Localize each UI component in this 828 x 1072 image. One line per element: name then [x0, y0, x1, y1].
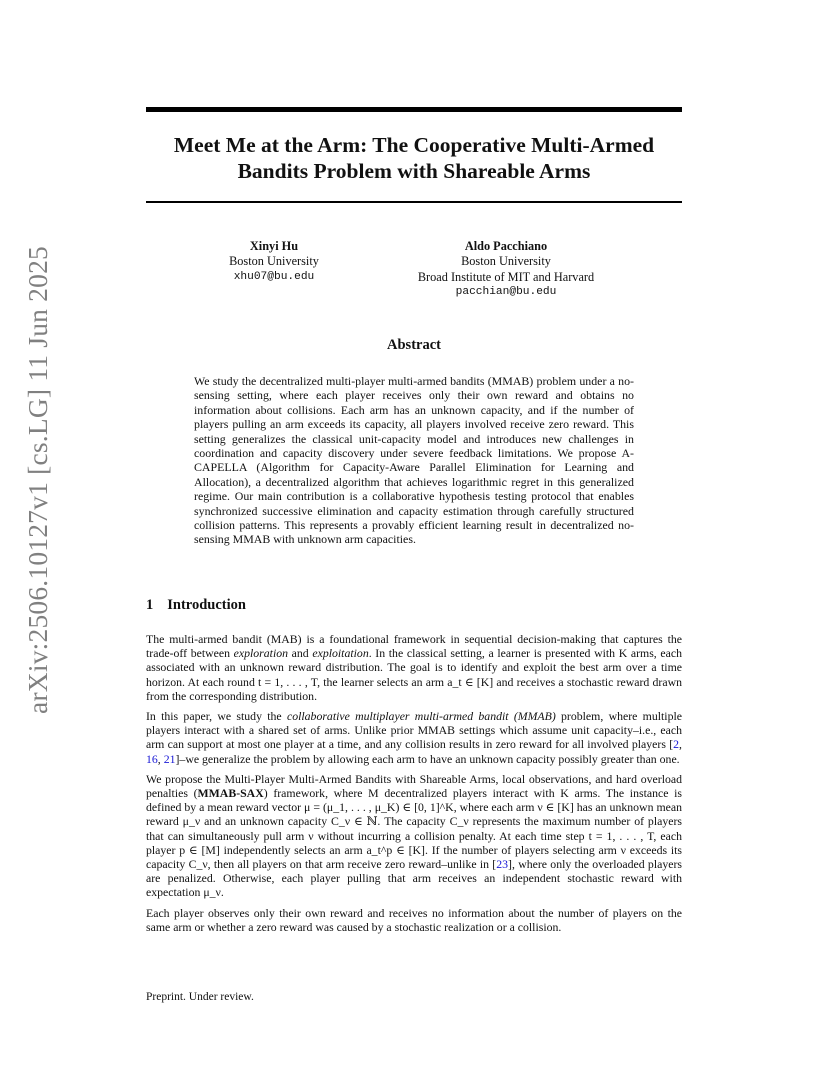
abstract-heading: Abstract — [387, 337, 441, 353]
abstract-text: We study the decentralized multi-player multi-armed bandits (MMAB) problem under a no-sensing setting, where each player receives only their own reward and obtains no information about collisions. Each arm has an unknown capacity, and if the number of players pulling an arm exceeds its capacity, all players involved receive zero reward. This setting generalizes the classical unit-capacity model and introduces new challenges in coordination and capacity discovery under severe feedback limitations. We propose A-CAPELLA (Algorithm for Capacity-Aware Parallel Elimination for Learning and Allocation), a decentralized algorithm that achieves logarithmic regret in this generalized regime. Our main contribution is a collaborative hypothesis testing protocol that enables synchronized successive elimination and capacity estimation through carefully structured collision patterns. This represents a provably efficient learning result in decentralized no-sensing MMAB with unknown arm capacities. — [194, 374, 634, 547]
author-affiliation-extra: Broad Institute of MIT and Harvard — [417, 269, 595, 284]
body-text — [146, 632, 682, 940]
section-title: Introduction — [167, 597, 246, 613]
author-email: pacchian@bu.edu — [455, 286, 557, 299]
section-number: 1 — [146, 597, 154, 613]
author-block-2 — [400, 239, 612, 301]
paper-title: Meet Me at the Arm: The Cooperative Multi-Armed Bandits Problem with Shareable Arms — [173, 133, 655, 183]
citation-link[interactable]: 16 — [146, 751, 158, 766]
paragraph-3: We propose the Multi-Player Multi-Armed Bandits with Shareable Arms, local observations, and hard overload penalties (MMAB-SAX) framework, where M decentralized players interact with K arms. The instance is defined by a mean reward vector μ = (μ_1, . . . , μ_K) ∈ [0, 1]^K, where each arm ν ∈ [K] has an unknown mean reward μ_ν and an unknown capacity C_ν ∈ ℕ. The capacity C_ν represents the maximum number of players that can simultaneously pull arm ν without incurring a collision penalty. At each time step t = 1, . . . , T, each player p ∈ [M] independently selects an arm a_t^p ∈ [K]. If the number of players selecting arm ν exceeds its capacity C_ν, then all players on that arm receive zero reward–unlike in [23], where only the overloaded players are penalized. Otherwise, each player pulling that arm receives an independent stochastic reward with expectation μ_ν. — [146, 771, 682, 900]
footer-note: Preprint. Under review. — [146, 991, 254, 1003]
paragraph-2: In this paper, we study the collaborative multiplayer multi-armed bandit (MMAB) problem, where multiple players interact with a shared set of arms. Unlike prior MMAB settings which assume unit capacity–i.e., each arm can support at most one player at a time, and any collision results in zero reward for all involved players [2, 16, 21]–we generalize the problem by allowing each arm to have an unknown capacity possibly greater than one. — [146, 709, 682, 766]
author-affiliation: Boston University — [461, 254, 551, 269]
author-email: xhu07@bu.edu — [233, 270, 315, 283]
citation-link[interactable]: 23 — [496, 857, 509, 872]
author-name: Aldo Pacchiano — [464, 239, 548, 253]
paragraph-4: Each player observes only their own reward and receives no information about the number of players on the same arm or whether a zero reward was caused by a stochastic realization or a collision. — [146, 905, 682, 934]
citation-link[interactable]: 2 — [673, 737, 680, 752]
paragraph-1: The multi-armed bandit (MAB) is a foundational framework in sequential decision-making that captures the trade-off between exploration and exploitation. In the classical setting, a learner is presented with K arms, each associated with an unknown reward distribution. The goal is to identify and exploit the best arm over a time horizon. At each round t = 1, . . . , T, the learner selects an arm a_t ∈ [K] and receives a stochastic reward drawn from the corresponding distribution. — [146, 632, 683, 703]
title-top-rule — [146, 107, 682, 112]
author-affiliation: Boston University — [229, 254, 319, 269]
author-block-1 — [196, 239, 352, 285]
author-name: Xinyi Hu — [249, 239, 299, 253]
arxiv-stamp: arXiv:2506.10127v1 [cs.LG] 11 Jun 2025 — [22, 246, 53, 714]
title-bottom-rule — [146, 201, 682, 203]
section-heading — [146, 597, 246, 614]
citation-link[interactable]: 21 — [163, 751, 176, 766]
